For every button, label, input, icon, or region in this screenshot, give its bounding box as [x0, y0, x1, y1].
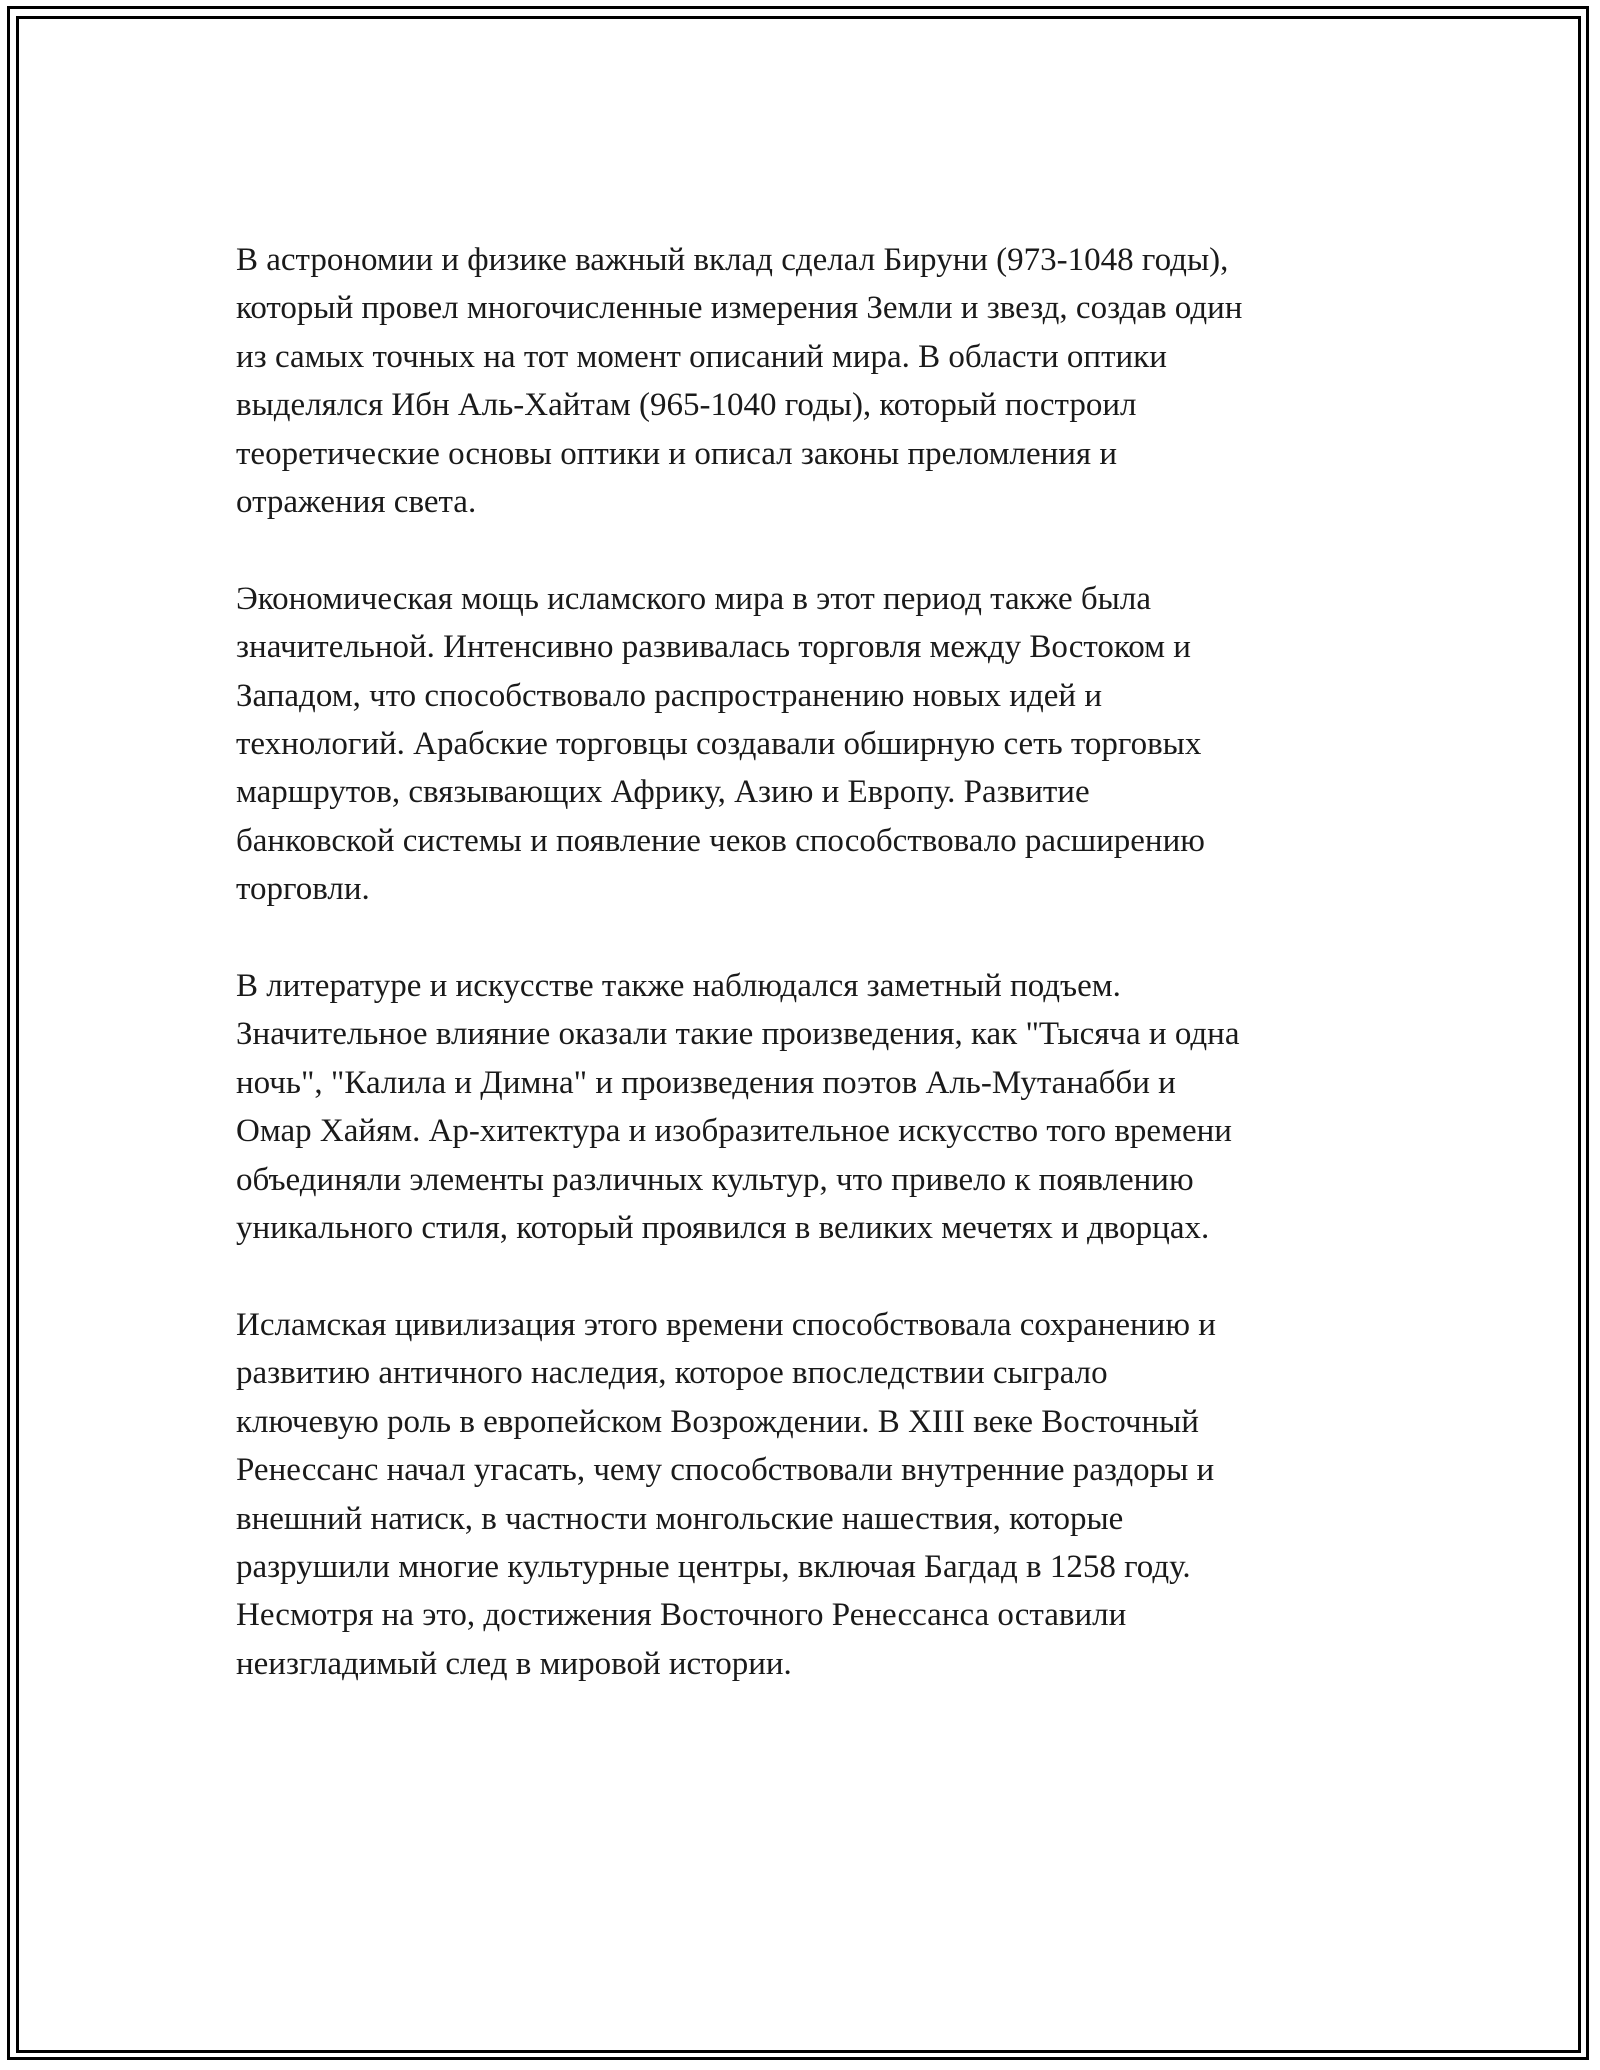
text-line: значительной. Интенсивно развивалась торговля между Востоком и	[236, 629, 1191, 666]
text-line: В литературе и искусстве также наблюдался заметный подъем.	[236, 968, 1121, 1005]
document-body	[236, 236, 1416, 1737]
text-line: который провел многочисленные измерения Земли и звезд, создав один	[236, 290, 1243, 327]
paragraph-legacy	[236, 1301, 1416, 1688]
text-line: Омар Хайям. Ар-хитектура и изобразительное искусство того времени	[236, 1113, 1232, 1150]
text-line: неизгладимый след в мировой истории.	[236, 1645, 792, 1682]
text-line: разрушили многие культурные центры, включая Багдад в 1258 году.	[236, 1548, 1191, 1585]
text-line: Западом, что способствовало распространению новых идей и	[236, 677, 1102, 714]
text-line: теоретические основы оптики и описал законы преломления и	[236, 435, 1118, 472]
text-line: уникального стиля, который проявился в великих мечетях и дворцах.	[236, 1210, 1210, 1247]
text-line: торговли.	[236, 871, 370, 908]
text-line: ночь", "Калила и Димна" и произведения поэтов Аль-Мутанабби и	[236, 1064, 1176, 1101]
text-line: из самых точных на тот момент описаний мира. В области оптики	[236, 338, 1167, 375]
text-line: Ренессанс начал угасать, чему способствовали внутренние раздоры и	[236, 1452, 1215, 1489]
text-line: Исламская цивилизация этого времени способствовала сохранению и	[236, 1306, 1216, 1343]
text-line: маршрутов, связывающих Африку, Азию и Европу. Развитие	[236, 774, 1090, 811]
text-line: Несмотря на это, достижения Восточного Ренессанса оставили	[236, 1597, 1127, 1634]
text-line: Экономическая мощь исламского мира в этот период также была	[236, 580, 1151, 617]
text-line: объединяли элементы различных культур, что привело к появлению	[236, 1161, 1194, 1198]
text-line: В астрономии и физике важный вклад сделал Бируни (973-1048 годы),	[236, 242, 1229, 278]
text-line: развитию античного наследия, которое впоследствии сыграло	[236, 1355, 1108, 1392]
text-line: выделялся Ибн Аль-Хайтам (965-1040 годы), который построил	[236, 387, 1137, 424]
paragraph-literature-art	[236, 962, 1416, 1252]
text-line: отражения света.	[236, 484, 477, 521]
text-line: банковской системы и появление чеков способствовало расширению	[236, 822, 1205, 859]
text-line: ключевую роль в европейском Возрождении. В XIII веке Восточный	[236, 1403, 1199, 1440]
paragraph-economy	[236, 575, 1416, 914]
text-line: внешний натиск, в частности монгольские нашествия, которые	[236, 1500, 1124, 1537]
text-line: Значительное влияние оказали такие произведения, как "Тысяча и одна	[236, 1016, 1240, 1053]
text-line: технологий. Арабские торговцы создавали обширную сеть торговых	[236, 726, 1202, 763]
paragraph-astronomy	[236, 236, 1416, 526]
